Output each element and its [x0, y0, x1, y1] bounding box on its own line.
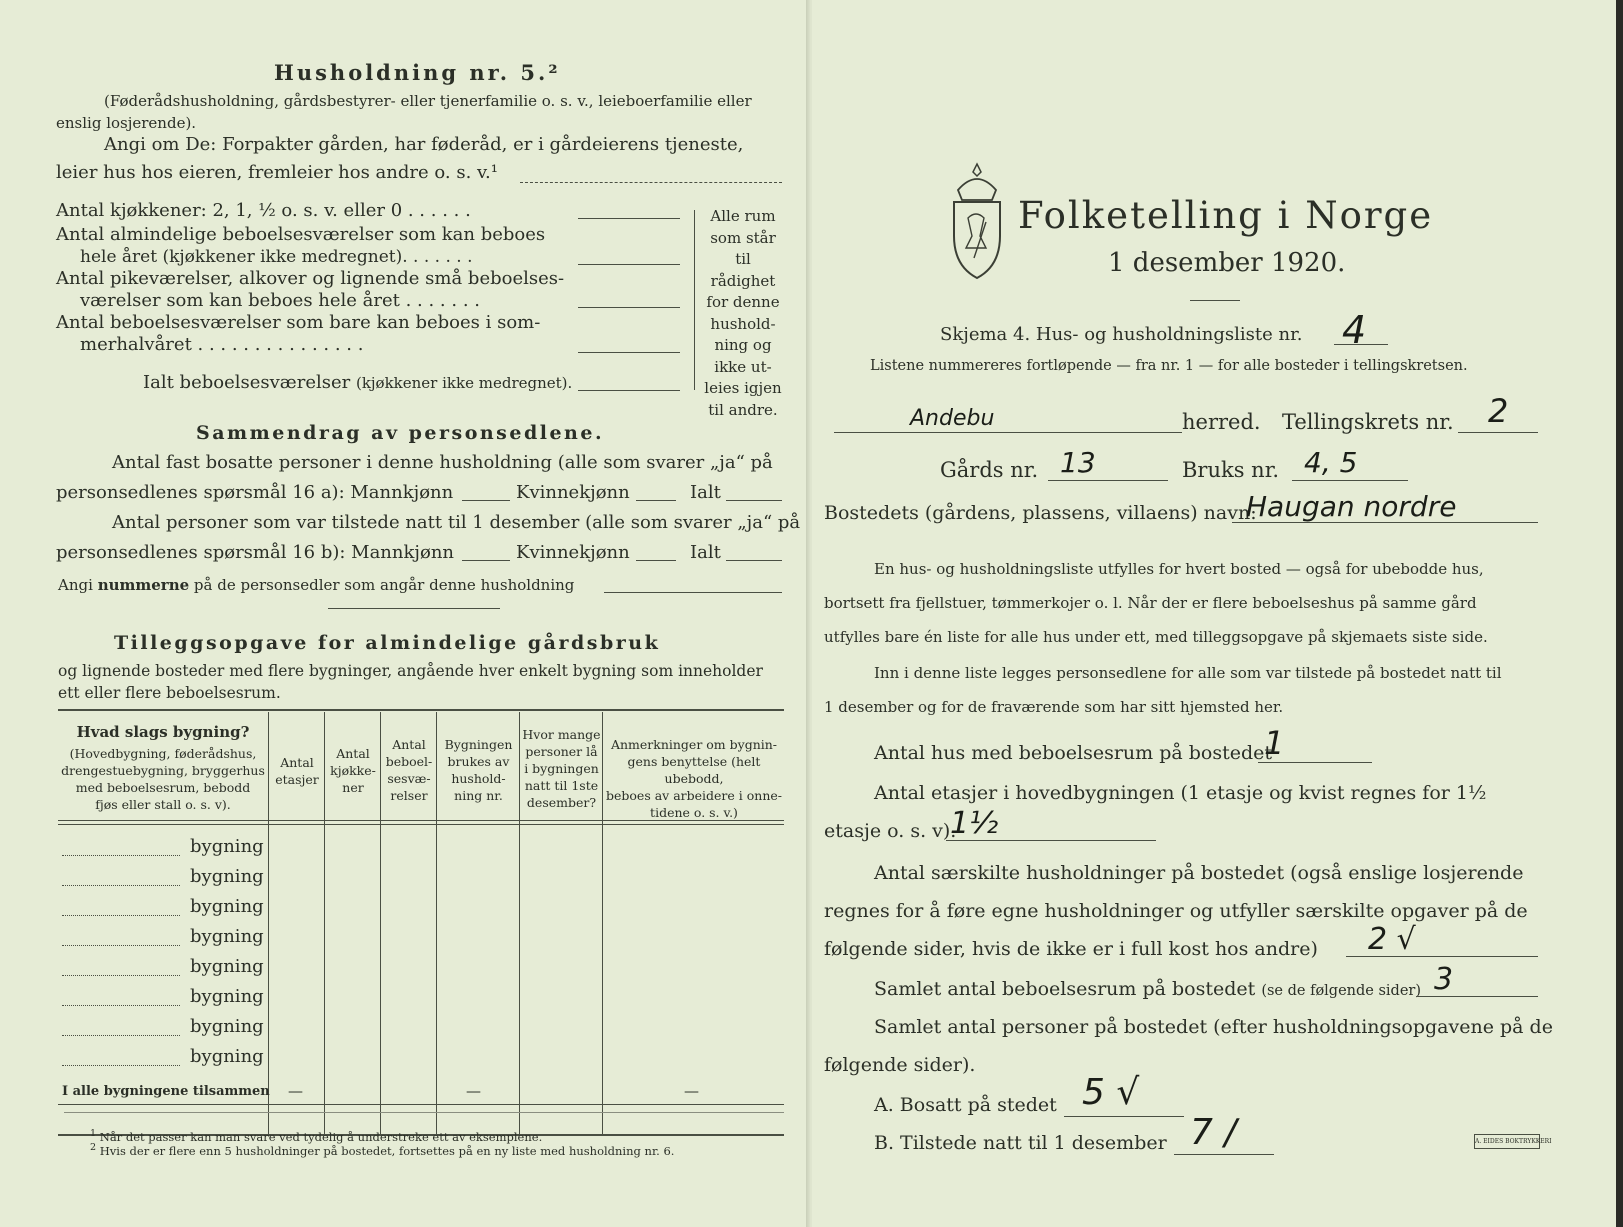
building-row-label: bygning [190, 896, 264, 917]
list-number-value: 4 [1342, 308, 1367, 352]
form-title: Folketelling i Norge [1018, 194, 1434, 237]
bruks-value: 4, 5 [1304, 446, 1358, 479]
household-subtitle: (Føderådshusholdning, gårdsbestyrer- eller tjenerfamilie o. s. v., leieboerfamilie eller [104, 92, 752, 110]
tellingskrets-value: 2 [1488, 392, 1509, 430]
total-dash-husholdning: — [466, 1082, 481, 1100]
building-row-fill-line [62, 885, 180, 886]
samlet-pers-line-2: følgende sider). [824, 1054, 976, 1076]
samlet-rum-value: 3 [1434, 962, 1454, 997]
antal-hus-value: 1 [1264, 724, 1285, 762]
saerskilte-line-1: Antal særskilte husholdninger på bostedet (også enslige losjerende [874, 862, 1524, 884]
saerskilte-value: 2 √ [1368, 922, 1416, 957]
building-row-fill-line [62, 855, 180, 856]
instruction-3: utfylles bare én liste for alle hus under ett, med tilleggsopgave på skjemaets siste side. [824, 628, 1488, 646]
col-husholdning-header: Bygningen brukes av hushold- ning nr. [444, 737, 513, 803]
tilstede-kvinne-label: Kvinnekjønn [516, 542, 630, 563]
instruction-5: 1 desember og for de fraværende som har sitt hjemsted her. [824, 698, 1284, 716]
saerskilte-line-2: regnes for å føre egne husholdninger og utfyller særskilte opgaver på de [824, 900, 1528, 922]
col-personer-header: Hvor mange personer lå i bygningen natt til 1ste desember? [522, 727, 601, 810]
col-kjokkener-header: Antal kjøkke- ner [330, 746, 376, 795]
bosatt-label: A. Bosatt på stedet [874, 1094, 1057, 1116]
pike-label-1: Antal pikeværelser, alkover og lignende små beboelses- [56, 268, 565, 289]
fast-ialt-label: Ialt [690, 482, 721, 503]
building-row-fill-line [62, 1035, 180, 1036]
building-row-label: bygning [190, 926, 264, 947]
etasjer-line-1: Antal etasjer i hovedbygningen (1 etasje og kvist regnes for 1½ [874, 782, 1487, 804]
gards-label: Gårds nr. [940, 458, 1039, 482]
angi-line-2: leier hus hos eieren, fremleier hos andre o. s. v.¹ [56, 162, 498, 183]
total-dash-etasjer: — [288, 1082, 303, 1100]
building-row-label: bygning [190, 1016, 264, 1037]
gards-value: 13 [1060, 446, 1096, 479]
instruction-4: Inn i denne liste legges personsedlene for alle som var tilstede på bostedet natt til [874, 664, 1502, 682]
sommer-label-1: Antal beboelsesværelser som bare kan beboes i som- [56, 312, 541, 333]
building-row-fill-line [62, 945, 180, 946]
antal-hus-label: Antal hus med beboelsesrum på bostedet [874, 742, 1273, 764]
footnote-1: $^1$ Når det passer kan man svare ved tydelig å understreke ett av eksemplene. [90, 1128, 543, 1144]
building-row-label: bygning [190, 1046, 264, 1067]
summary-title: Sammendrag av personsedlene. [196, 422, 605, 444]
total-label: I alle bygningene tilsammen [62, 1084, 270, 1099]
building-row-fill-line [62, 1065, 180, 1066]
sommer-label-2: merhalvåret . . . . . . . . . . . . . . . [80, 334, 364, 355]
alm-label-2: hele året (kjøkkener ikke medregnet). . . . . . . [80, 247, 473, 267]
skjema-label: Skjema 4. Hus- og husholdningsliste nr. [940, 324, 1303, 345]
alm-label-1: Antal almindelige beboelsesværelser som kan beboes [56, 224, 546, 245]
building-row-label: bygning [190, 956, 264, 977]
instruction-2: bortsett fra fjellstuer, tømmerkojer o. l. Når der er flere beboelseshus på samme gård [824, 594, 1477, 612]
brace-note: Alle rum som står til rådighet for denne hushold- ning og ikke ut- leies igjen til andre. [704, 207, 782, 419]
tellingskrets-label: Tellingskrets nr. [1282, 410, 1454, 434]
angi-nummerne: Angi nummerne på de personsedler som angår denne husholdning [58, 576, 575, 594]
pike-label-2: værelser som kan beboes hele året . . . . . . . [80, 290, 480, 311]
bosatt-value: 5 √ [1082, 1072, 1140, 1113]
footnote-2: $^2$ Hvis der er flere enn 5 husholdninger på bostedet, fortsettes på en ny liste med husholdning nr. 6. [90, 1142, 675, 1158]
kjokkener-label: Antal kjøkkener: 2, 1, ½ o. s. v. eller 0 . . . . . . [56, 200, 471, 221]
samlet-rum-label: Samlet antal beboelsesrum på bostedet (se de følgende sider) [874, 978, 1422, 1000]
bosted-label: Bostedets (gårdens, plassens, villaens) navn: [824, 502, 1257, 524]
tilstede-line-1: Antal personer som var tilstede natt til 1 desember (alle som svarer „ja“ på [112, 512, 801, 533]
printer-stamp: A. EIDES BOKTRYKKERI [1474, 1134, 1540, 1149]
tillegg-line-1: og lignende bosteder med flere bygninger, angående hver enkelt bygning som inneholder [58, 662, 763, 680]
col-building-type-header: Hvad slags bygning? [76, 723, 250, 741]
building-row-fill-line [62, 975, 180, 976]
etasjer-value: 1½ [950, 806, 999, 841]
col-building-type-sub: (Hovedbygning, føderådshus, drengestuebygning, bryggerhus med beboelsesrum, bebodd fjøs eller stall o. s. v). [61, 746, 265, 812]
col-etasjer-header: Antal etasjer [275, 755, 319, 787]
col-anmerkninger-header: Anmerkninger om bygnin- gens benyttelse (helt ubebodd, beboes av arbeidere i onne- tidene o. s. v.) [606, 737, 782, 820]
angi-line-1: Angi om De: Forpakter gården, har føderåd, er i gårdeierens tjeneste, [104, 134, 744, 155]
bruks-label: Bruks nr. [1182, 458, 1280, 482]
tilstede-line-2: personsedlenes spørsmål 16 b): Mannkjønn [56, 542, 455, 563]
herred-label: herred. [1182, 410, 1261, 434]
col-beboelsesvaerelser-header: Antal beboel- sesvæ- relser [385, 737, 433, 803]
norway-coat-of-arms-icon [942, 160, 1012, 282]
building-row-fill-line [62, 1005, 180, 1006]
herred-value: Andebu [910, 406, 995, 431]
fast-kvinne-label: Kvinnekjønn [516, 482, 630, 503]
saerskilte-line-3: følgende sider, hvis de ikke er i full kost hos andre) [824, 938, 1318, 960]
household-subtitle-cont: enslig losjerende). [56, 114, 197, 132]
building-row-label: bygning [190, 986, 264, 1007]
tillegg-title: Tilleggsopgave for almindelige gårdsbruk [114, 632, 661, 654]
tilstede-value: 7 / [1190, 1112, 1237, 1153]
tilstede-label: B. Tilstede natt til 1 desember [874, 1132, 1167, 1154]
total-dash-anmerkninger: — [684, 1082, 699, 1100]
instruction-1: En hus- og husholdningsliste utfylles for hvert bosted — også for ubebodde hus, [874, 560, 1484, 578]
fast-line-2: personsedlenes spørsmål 16 a): Mannkjønn [56, 482, 454, 503]
building-row-label: bygning [190, 836, 264, 857]
etasjer-line-2: etasje o. s. v). [824, 820, 957, 842]
samlet-pers-line-1: Samlet antal personer på bostedet (efter husholdningsopgavene på de [874, 1016, 1553, 1038]
building-row-label: bygning [190, 866, 264, 887]
tillegg-line-2: ett eller flere beboelsesrum. [58, 684, 281, 702]
household-title: Husholdning nr. 5.² [274, 60, 561, 85]
census-date: 1 desember 1920. [1108, 248, 1346, 278]
bosted-value: Haugan nordre [1246, 490, 1457, 523]
tilstede-ialt-label: Ialt [690, 542, 721, 563]
fast-line-1: Antal fast bosatte personer i denne husholdning (alle som svarer „ja“ på [112, 452, 773, 473]
building-row-fill-line [62, 915, 180, 916]
right-page [812, 0, 1616, 1227]
ialt-rooms-label: Ialt beboelsesværelser (kjøkkener ikke medregnet). [143, 372, 573, 393]
listene-note: Listene nummereres fortløpende — fra nr. 1 — for alle bosteder i tellingskretsen. [870, 358, 1468, 374]
